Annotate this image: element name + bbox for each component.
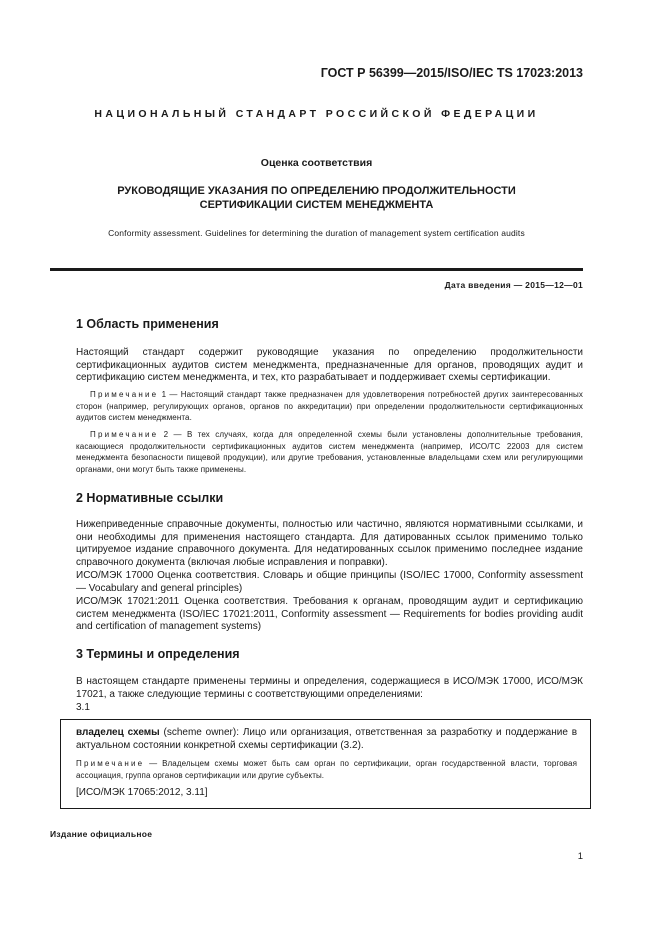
section-3-paragraph: В настоящем стандарте применены термины и определения, содержащиеся в ИСО/МЭК 17000, ИСО/МЭК 17021, а также следующие термины с соответствующими определениями: xyxy=(76,676,583,700)
section-2-paragraph: Нижеприведенные справочные документы, полностью или частично, являются нормативными ссылками, и они необходимы для применения настоящего стандарта. Для датированных ссылок применимо только цитируемое издание справочного документа. Для недатированных ссылок применимо последнее издание справочного документа (включая любые исправления и поправки). xyxy=(76,519,583,568)
note-text: — Владельцем схемы может быть сам орган по сертификации, орган государственной власти, торговая ассоциация, группа органов сертификации или другие субъекты. xyxy=(76,759,577,780)
document-subject: Оценка соответствия xyxy=(260,157,373,169)
section-1-note-1 xyxy=(76,389,583,424)
document-title-line2: СЕРТИФИКАЦИИ СИСТЕМ МЕНЕДЖМЕНТА xyxy=(199,199,434,211)
page-number: 1 xyxy=(577,851,583,862)
term-number: 3.1 xyxy=(76,702,90,713)
term-english: (scheme owner): xyxy=(163,727,239,738)
note-label: Примечание xyxy=(76,759,145,768)
normative-reference-1: ИСО/МЭК 17000 Оценка соответствия. Словарь и общие принципы (ISO/IEC 17000, Conformity assessment — Vocabulary and general principles) xyxy=(76,570,583,594)
term-definition-text: Лицо или организация, ответственная за разработку и поддержание в актуальном состоянии конкретной схемы сертификации (3.2). xyxy=(76,727,578,751)
standard-code: ГОСТ Р 56399—2015/ISO/IEC TS 17023:2013 xyxy=(320,66,583,80)
document-title xyxy=(50,184,583,212)
section-1-note-2 xyxy=(76,429,583,475)
term-source: [ИСО/МЭК 17065:2012, 3.11] xyxy=(76,787,208,798)
term-note xyxy=(76,758,577,781)
english-title: Conformity assessment. Guidelines for determining the duration of management system certification audits xyxy=(108,228,525,238)
term-definition xyxy=(76,727,577,752)
national-standard-title: НАЦИОНАЛЬНЫЙ СТАНДАРТ РОССИЙСКОЙ ФЕДЕРАЦИИ xyxy=(94,108,539,120)
note-text: 2 — В тех случаях, когда для определенной схемы были установлены дополнительные требования, касающиеся продолжительности сертификационных аудитов систем менеджмента (например, ИСО/ТС 22003 для систем менеджмента безопасности пищевой продукции), или другие требования, установленные владельцами схем или регулирующими органами, они могут быть также применены. xyxy=(76,430,583,474)
normative-reference-2: ИСО/МЭК 17021:2011 Оценка соответствия. Требования к органам, проводящим аудит и сертификацию систем менеджмента (ISO/IEC 17021:2011, Conformity assessment — Requirements for bodies providing audit and certification of management systems) xyxy=(76,596,583,633)
introduction-date: Дата введения — 2015—12—01 xyxy=(444,280,583,290)
note-text: 1 — Настоящий стандарт также предназначен для удовлетворения потребностей других заинтересованных сторон (например, регулирующих органов, органов по аккредитации) при определении продолжительности сертификационных аудитов систем менеджмента. xyxy=(76,390,583,423)
section-1-paragraph: Настоящий стандарт содержит руководящие указания по определению продолжительности сертификационных аудитов систем менеджмента, предназначенные для органов, проводящих аудит и сертификацию систем менеджмента, и тех, кто разрабатывает и поддерживает схемы сертификации. xyxy=(76,347,583,384)
section-1-heading: 1 Область применения xyxy=(76,317,219,331)
note-label: Примечание xyxy=(90,390,159,399)
title-divider xyxy=(50,268,583,271)
document-title-line1: РУКОВОДЯЩИЕ УКАЗАНИЯ ПО ОПРЕДЕЛЕНИЮ ПРОДОЛЖИТЕЛЬНОСТИ xyxy=(117,185,516,197)
section-3-heading: 3 Термины и определения xyxy=(76,647,240,661)
term-name: владелец схемы xyxy=(76,727,160,738)
section-2-heading: 2 Нормативные ссылки xyxy=(76,491,224,505)
official-edition-label: Издание официальное xyxy=(50,829,153,839)
note-label: Примечание xyxy=(90,430,159,439)
